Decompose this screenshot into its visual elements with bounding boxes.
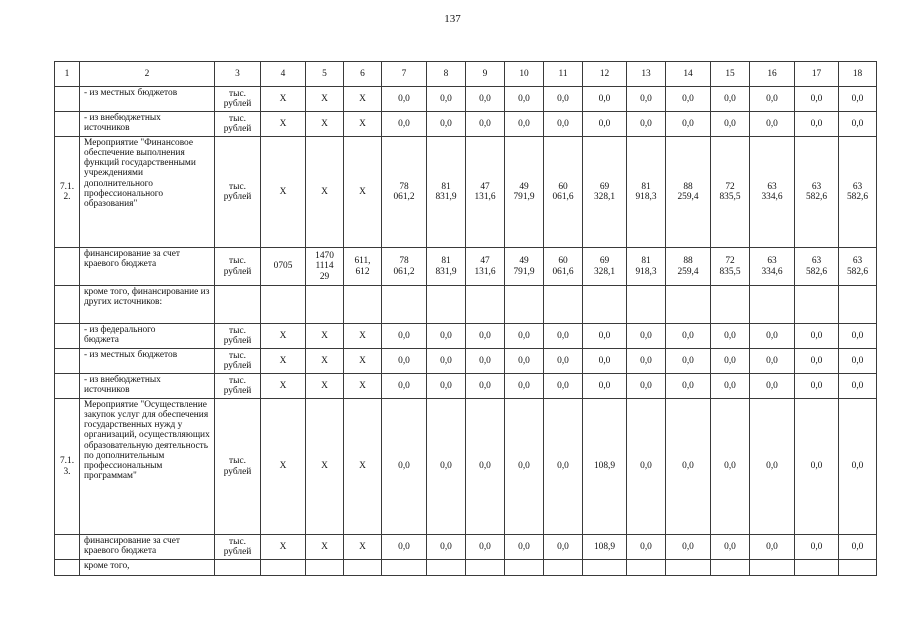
value-cell: 69 328,1 [583,137,627,248]
value-cell: 81 918,3 [627,137,666,248]
value-cell [839,286,877,324]
value-cell [466,286,505,324]
value-cell: 81 831,9 [427,137,466,248]
value-cell: 0,0 [505,349,544,374]
value-cell: X [261,137,306,248]
value-cell: 0,0 [666,349,711,374]
table-row [55,374,877,399]
value-cell: 0,0 [795,87,839,112]
value-cell: 49 791,9 [505,137,544,248]
value-cell: 108,9 [583,535,627,560]
value-cell: X [344,399,382,535]
value-cell: 0,0 [466,112,505,137]
row-description: Мероприятие "Финансовое обеспечение выполнения функций государственными учреждениями дополнительного профессионального образования" [80,137,215,248]
value-cell [505,560,544,576]
value-cell: 49 791,9 [505,248,544,286]
value-cell [466,560,505,576]
column-header: 9 [466,62,505,87]
value-cell: 0,0 [750,87,795,112]
value-cell: 0,0 [505,374,544,399]
value-cell: 72 835,5 [711,137,750,248]
row-number [55,535,80,560]
column-header: 16 [750,62,795,87]
value-cell [666,560,711,576]
row-description: финансирование за счет краевого бюджета [80,535,215,560]
value-cell [750,560,795,576]
row-number [55,349,80,374]
value-cell: 69 328,1 [583,248,627,286]
row-number [55,324,80,349]
value-cell: 0,0 [505,87,544,112]
value-cell: 0,0 [795,112,839,137]
row-description: - из федерального бюджета [80,324,215,349]
column-header: 14 [666,62,711,87]
value-cell [261,286,306,324]
column-header: 11 [544,62,583,87]
unit-cell: тыс. рублей [215,399,261,535]
value-cell: 611, 612 [344,248,382,286]
column-header: 15 [711,62,750,87]
value-cell: 0,0 [544,87,583,112]
value-cell [711,560,750,576]
value-cell: 0,0 [666,112,711,137]
table-row [55,560,877,576]
value-cell: 0,0 [544,399,583,535]
value-cell: 0,0 [627,399,666,535]
value-cell [750,286,795,324]
table-row [55,112,877,137]
row-number [55,248,80,286]
value-cell: 0,0 [627,374,666,399]
value-cell: 60 061,6 [544,248,583,286]
value-cell: 0,0 [466,535,505,560]
value-cell: X [306,87,344,112]
value-cell: 0,0 [666,374,711,399]
value-cell: 47 131,6 [466,248,505,286]
value-cell: 0,0 [583,87,627,112]
value-cell [306,560,344,576]
unit-cell: тыс. рублей [215,137,261,248]
value-cell: X [306,399,344,535]
column-header: 3 [215,62,261,87]
value-cell: 0,0 [711,87,750,112]
value-cell: 0,0 [427,349,466,374]
row-description: - из внебюджетных источников [80,112,215,137]
value-cell: 63 334,6 [750,137,795,248]
value-cell [344,560,382,576]
value-cell: 0,0 [382,324,427,349]
value-cell: 0,0 [544,374,583,399]
unit-cell [215,286,261,324]
value-cell: 0,0 [839,87,877,112]
value-cell: X [344,349,382,374]
value-cell: 0,0 [427,399,466,535]
value-cell: 0,0 [466,399,505,535]
row-description: Мероприятие "Осуществление закупок услуг для обеспечения государственных нужд у организаций, осуществляющих образовательную деятельность по дополнительным профессиональным программам" [80,399,215,535]
value-cell: X [344,535,382,560]
value-cell: 0,0 [627,87,666,112]
value-cell: 0,0 [382,535,427,560]
unit-cell: тыс. рублей [215,535,261,560]
value-cell: 0,0 [466,324,505,349]
unit-cell: тыс. рублей [215,349,261,374]
table-row [55,324,877,349]
unit-cell: тыс. рублей [215,374,261,399]
value-cell: X [306,112,344,137]
column-header: 12 [583,62,627,87]
value-cell: 78 061,2 [382,137,427,248]
value-cell: 0,0 [711,349,750,374]
unit-cell: тыс. рублей [215,248,261,286]
row-number [55,87,80,112]
value-cell [583,286,627,324]
value-cell: 0,0 [795,349,839,374]
value-cell: 0,0 [795,324,839,349]
value-cell: X [306,535,344,560]
row-number: 7.1. 2. [55,137,80,248]
value-cell: 0,0 [382,374,427,399]
value-cell: 0,0 [750,349,795,374]
value-cell: 0,0 [711,324,750,349]
value-cell: 0,0 [750,535,795,560]
row-description: - из местных бюджетов [80,349,215,374]
value-cell: 0,0 [505,399,544,535]
value-cell: 0,0 [627,349,666,374]
value-cell: 0,0 [839,374,877,399]
column-header: 7 [382,62,427,87]
value-cell: 0,0 [427,535,466,560]
value-cell: X [306,137,344,248]
value-cell: 78 061,2 [382,248,427,286]
value-cell [306,286,344,324]
value-cell: 47 131,6 [466,137,505,248]
value-cell: 0,0 [839,535,877,560]
value-cell: 0,0 [711,374,750,399]
value-cell: 0,0 [427,112,466,137]
value-cell: 0,0 [466,374,505,399]
row-description: - из внебюджетных источников [80,374,215,399]
table-row [55,535,877,560]
row-number [55,374,80,399]
value-cell: 0,0 [839,324,877,349]
value-cell: X [261,535,306,560]
value-cell [505,286,544,324]
value-cell: 0,0 [666,324,711,349]
row-description: - из местных бюджетов [80,87,215,112]
column-header: 13 [627,62,666,87]
value-cell: X [261,399,306,535]
value-cell [583,560,627,576]
value-cell: 0,0 [795,374,839,399]
value-cell: 0,0 [382,399,427,535]
value-cell: 0,0 [711,399,750,535]
value-cell: X [261,349,306,374]
value-cell: 0,0 [711,112,750,137]
value-cell: 0,0 [666,535,711,560]
row-description: кроме того, финансирование из других источников: [80,286,215,324]
value-cell: 0,0 [382,87,427,112]
table-row [55,286,877,324]
value-cell: 0,0 [627,112,666,137]
value-cell: X [344,87,382,112]
value-cell: X [306,374,344,399]
value-cell: 0,0 [583,374,627,399]
column-header: 6 [344,62,382,87]
row-number [55,286,80,324]
value-cell: X [261,87,306,112]
value-cell: 0,0 [544,324,583,349]
value-cell: 0,0 [839,399,877,535]
value-cell [666,286,711,324]
value-cell: 0,0 [427,374,466,399]
column-header: 5 [306,62,344,87]
value-cell: 0,0 [750,374,795,399]
value-cell [627,286,666,324]
row-description: финансирование за счет краевого бюджета [80,248,215,286]
value-cell: 0,0 [839,112,877,137]
value-cell: 0,0 [544,349,583,374]
value-cell: 0,0 [795,535,839,560]
value-cell: 0,0 [583,324,627,349]
row-description: кроме того, [80,560,215,576]
value-cell: 0,0 [750,399,795,535]
value-cell [711,286,750,324]
column-header: 2 [80,62,215,87]
value-cell: 0,0 [505,535,544,560]
column-header: 10 [505,62,544,87]
row-number: 7.1. 3. [55,399,80,535]
value-cell: X [344,324,382,349]
value-cell: 63 582,6 [795,137,839,248]
value-cell: 0,0 [427,324,466,349]
value-cell: 0,0 [795,399,839,535]
value-cell: X [261,374,306,399]
value-cell: 0,0 [505,112,544,137]
value-cell: 0,0 [544,535,583,560]
value-cell [344,286,382,324]
value-cell [627,560,666,576]
unit-cell: тыс. рублей [215,112,261,137]
table-row [55,399,877,535]
value-cell: 0,0 [750,324,795,349]
value-cell: 0,0 [666,87,711,112]
page-number: 137 [444,13,461,25]
column-header: 8 [427,62,466,87]
unit-cell: тыс. рублей [215,324,261,349]
value-cell: 0,0 [505,324,544,349]
value-cell: 0,0 [427,87,466,112]
table-body [55,62,877,576]
column-header: 17 [795,62,839,87]
value-cell: 0,0 [627,535,666,560]
unit-cell: тыс. рублей [215,87,261,112]
value-cell: 108,9 [583,399,627,535]
value-cell [427,286,466,324]
row-number [55,560,80,576]
column-header: 18 [839,62,877,87]
value-cell: X [344,112,382,137]
value-cell: 0,0 [583,112,627,137]
value-cell: X [261,324,306,349]
value-cell [795,286,839,324]
value-cell: 0,0 [627,324,666,349]
table-row [55,248,877,286]
value-cell: 0,0 [382,112,427,137]
value-cell [544,286,583,324]
value-cell: 0,0 [711,535,750,560]
value-cell: 0,0 [666,399,711,535]
value-cell [261,560,306,576]
column-header-row [55,62,877,87]
value-cell: X [344,374,382,399]
column-header: 4 [261,62,306,87]
value-cell: 0,0 [466,87,505,112]
value-cell: 0705 [261,248,306,286]
value-cell [839,560,877,576]
value-cell: 88 259,4 [666,137,711,248]
value-cell: 0,0 [583,349,627,374]
value-cell: 1470 1114 29 [306,248,344,286]
row-number [55,112,80,137]
value-cell: 0,0 [544,112,583,137]
value-cell: X [306,324,344,349]
table-row [55,137,877,248]
value-cell: 60 061,6 [544,137,583,248]
column-header: 1 [55,62,80,87]
value-cell: X [306,349,344,374]
value-cell: 0,0 [750,112,795,137]
value-cell: 88 259,4 [666,248,711,286]
value-cell: 63 582,6 [839,137,877,248]
value-cell: X [344,137,382,248]
value-cell [795,560,839,576]
value-cell: 0,0 [466,349,505,374]
value-cell [382,286,427,324]
value-cell [544,560,583,576]
value-cell [382,560,427,576]
value-cell: 0,0 [382,349,427,374]
value-cell: X [261,112,306,137]
value-cell: 81 831,9 [427,248,466,286]
value-cell: 0,0 [839,349,877,374]
value-cell: 63 582,6 [839,248,877,286]
budget-table [54,61,877,576]
unit-cell [215,560,261,576]
table-row [55,87,877,112]
value-cell: 63 334,6 [750,248,795,286]
table-row [55,349,877,374]
value-cell: 63 582,6 [795,248,839,286]
value-cell [427,560,466,576]
value-cell: 72 835,5 [711,248,750,286]
value-cell: 81 918,3 [627,248,666,286]
